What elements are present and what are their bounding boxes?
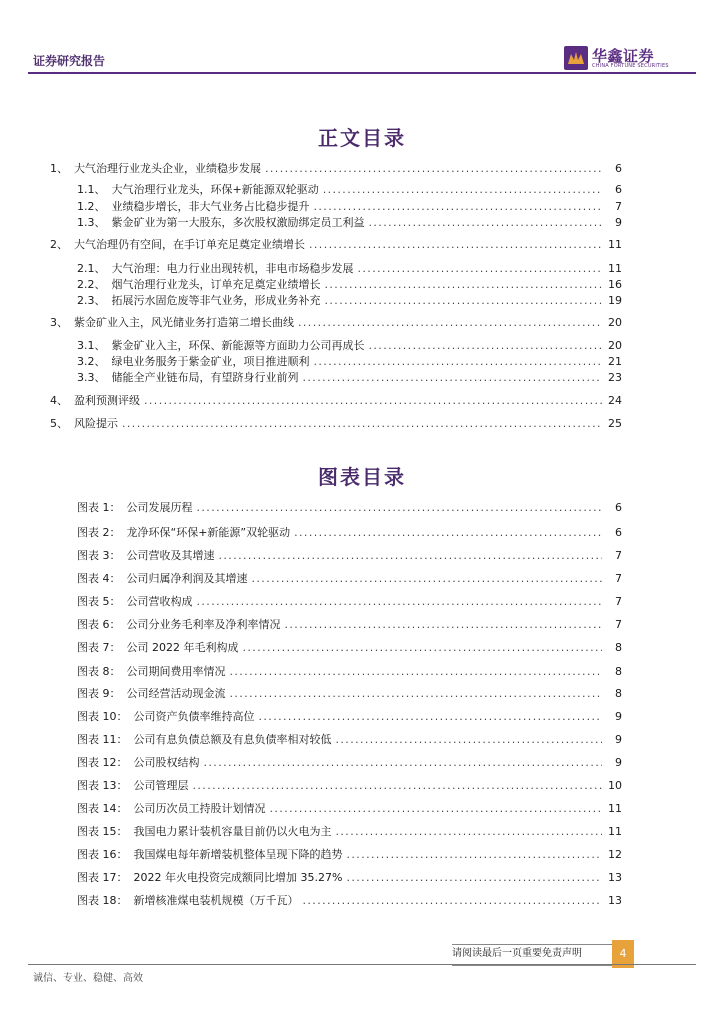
figure-item-page: 9 [615, 756, 622, 769]
company-logo [564, 46, 674, 72]
toc-item-text: 烟气治理行业龙头，订单充足奠定业绩增长 [111, 278, 321, 291]
toc-item-text: 大气治理行业龙头企业，业绩稳步发展 [74, 162, 261, 175]
header-divider [28, 72, 696, 74]
figure-item-text: 公司股权结构 [133, 756, 200, 769]
figure-item[interactable] [77, 732, 622, 748]
logo-chinese-name: 华鑫证券 [592, 47, 655, 65]
figure-item-text: 公司分业务毛利率及净利率情况 [126, 618, 281, 631]
figure-item[interactable] [77, 500, 622, 516]
figure-item-page: 8 [615, 687, 622, 700]
toc-item[interactable] [50, 315, 622, 331]
toc-item-page: 25 [608, 417, 622, 430]
toc-title: 正文目录 [318, 126, 406, 150]
toc-item[interactable] [77, 182, 622, 198]
figure-leader-dots [294, 525, 602, 541]
figure-item-number: 图表 6： [77, 618, 121, 631]
figure-item-number: 图表 16： [77, 848, 128, 861]
figure-leader-dots [303, 893, 603, 909]
figure-item[interactable] [77, 870, 622, 886]
toc-item-number: 3.1、 [77, 339, 106, 352]
figure-item[interactable] [77, 893, 622, 909]
toc-leader-dots [325, 293, 603, 309]
toc-leader-dots [314, 199, 603, 215]
toc-item-text: 风险提示 [74, 417, 118, 430]
toc-item-page: 24 [608, 394, 622, 407]
toc-item-number: 1.2、 [77, 200, 106, 213]
figure-item-number: 图表 9： [77, 687, 121, 700]
toc-leader-dots [265, 161, 602, 177]
figure-leader-dots [230, 664, 603, 680]
figure-item[interactable] [77, 640, 622, 656]
toc-item-page: 19 [608, 294, 622, 307]
figure-item-page: 11 [608, 802, 622, 815]
toc-item-page: 23 [608, 371, 622, 384]
toc-item-page: 7 [615, 200, 622, 213]
figure-leader-dots [243, 640, 603, 656]
figure-item-number: 图表 18： [77, 894, 128, 907]
toc-item-text: 大气治理行业龙头，环保+新能源双轮驱动 [111, 183, 319, 196]
toc-leader-dots [314, 354, 603, 370]
toc-item-number: 3.2、 [77, 355, 106, 368]
toc-item-number: 2.3、 [77, 294, 106, 307]
figure-item[interactable] [77, 778, 622, 794]
toc-item-page: 20 [608, 339, 622, 352]
toc-item-text: 盈利预测评级 [74, 394, 140, 407]
figure-item-page: 7 [615, 549, 622, 562]
figure-leader-dots [285, 617, 603, 633]
toc-item-text: 绿电业务服务于紫金矿业，项目推进顺利 [111, 355, 310, 368]
toc-item-text: 大气治理仍有空间，在手订单充足奠定业绩增长 [74, 238, 305, 251]
toc-item-page: 6 [615, 183, 622, 196]
figure-leader-dots [197, 594, 603, 610]
disclaimer-note: 请阅读最后一页重要免责声明 [452, 948, 582, 959]
toc-item-number: 3、 [50, 316, 68, 329]
figure-item-page: 13 [608, 871, 622, 884]
toc-item[interactable] [50, 237, 622, 253]
figure-item-number: 图表 8： [77, 665, 121, 678]
toc-item[interactable] [77, 354, 622, 370]
report-type-label: 证券研究报告 [33, 54, 106, 68]
figure-leader-dots [259, 709, 603, 725]
figure-item[interactable] [77, 525, 622, 541]
figure-item-number: 图表 5： [77, 595, 121, 608]
figure-item-page: 9 [615, 710, 622, 723]
toc-leader-dots [325, 277, 603, 293]
toc-leader-dots [122, 416, 602, 432]
toc-item-text: 紫金矿业入主，环保、新能源等方面助力公司再成长 [111, 339, 365, 352]
toc-item-page: 20 [608, 316, 622, 329]
figure-item[interactable] [77, 709, 622, 725]
toc-item-number: 4、 [50, 394, 68, 407]
figure-item-text: 公司营收构成 [126, 595, 193, 608]
figure-item-text: 新增核准煤电装机规模（万千瓦） [133, 894, 299, 907]
figure-item-page: 12 [608, 848, 622, 861]
figure-item-page: 7 [615, 618, 622, 631]
toc-item-text: 业绩稳步增长，非大气业务占比稳步提升 [111, 200, 310, 213]
figure-item[interactable] [77, 755, 622, 771]
toc-item[interactable] [77, 277, 622, 293]
figure-leader-dots [230, 686, 603, 702]
toc-item-text: 拓展污水固危废等非气业务，形成业务补充 [111, 294, 321, 307]
figure-item-number: 图表 12： [77, 756, 128, 769]
figure-leader-dots [193, 778, 603, 794]
logo-mark-icon [564, 46, 588, 70]
toc-leader-dots [358, 261, 603, 277]
figure-item-number: 图表 13： [77, 779, 128, 792]
toc-item-number: 5、 [50, 417, 68, 430]
figure-item-number: 图表 11： [77, 733, 128, 746]
figure-item[interactable] [77, 571, 622, 587]
figure-item[interactable] [77, 664, 622, 680]
logo-english-name: CHINA FORTUNE SECURITIES [592, 63, 669, 69]
toc-leader-dots [144, 393, 602, 409]
toc-item-number: 2.2、 [77, 278, 106, 291]
figure-item-text: 公司归属净利润及其增速 [126, 572, 248, 585]
toc-item-number: 1.1、 [77, 183, 106, 196]
figure-leader-dots [346, 870, 602, 886]
toc-leader-dots [298, 315, 602, 331]
toc-item[interactable] [77, 261, 622, 277]
figure-leader-dots [197, 500, 603, 516]
toc-leader-dots [323, 182, 602, 198]
figure-item[interactable] [77, 594, 622, 610]
figure-leader-dots [252, 571, 603, 587]
figure-item-page: 8 [615, 665, 622, 678]
toc-item[interactable] [50, 416, 622, 432]
figure-item[interactable] [77, 686, 622, 702]
figure-item-text: 公司经营活动现金流 [126, 687, 226, 700]
figure-item-text: 公司期间费用率情况 [126, 665, 226, 678]
figure-item-page: 6 [615, 501, 622, 514]
figure-item-text: 公司有息负债总额及有息负债率相对较低 [133, 733, 332, 746]
toc-leader-dots [303, 370, 603, 386]
toc-item-text: 储能全产业链布局，有望跻身行业前列 [111, 371, 299, 384]
toc-item-text: 大气治理：电力行业出现转机，非电市场稳步发展 [111, 262, 354, 275]
toc-item-page: 16 [608, 278, 622, 291]
figures-title: 图表目录 [318, 465, 406, 489]
toc-item-page: 11 [608, 238, 622, 251]
toc-item-page: 6 [615, 162, 622, 175]
toc-item[interactable] [77, 370, 622, 386]
toc-item-number: 3.3、 [77, 371, 106, 384]
toc-item-number: 2.1、 [77, 262, 106, 275]
figure-item-number: 图表 1： [77, 501, 121, 514]
toc-item-number: 2、 [50, 238, 68, 251]
figure-item-text: 龙净环保“环保+新能源”双轮驱动 [126, 526, 291, 539]
figure-item-number: 图表 2： [77, 526, 121, 539]
figure-item-number: 图表 17： [77, 871, 128, 884]
toc-item[interactable] [50, 161, 622, 177]
page-header [0, 0, 724, 80]
figure-leader-dots [336, 824, 603, 840]
toc-item-page: 21 [608, 355, 622, 368]
figure-item[interactable] [77, 617, 622, 633]
figure-item-text: 公司营收及其增速 [126, 549, 215, 562]
figure-leader-dots [270, 801, 603, 817]
figure-item-number: 图表 10： [77, 710, 128, 723]
figure-item-text: 公司资产负债率维持高位 [133, 710, 255, 723]
toc-item-text: 紫金矿业为第一大股东，多次股权激励绑定员工利益 [111, 216, 365, 229]
figure-item-number: 图表 7： [77, 641, 121, 654]
figure-leader-dots [347, 847, 603, 863]
figure-item[interactable] [77, 801, 622, 817]
toc-item-number: 1.3、 [77, 216, 106, 229]
toc-item[interactable] [77, 199, 622, 215]
figure-item-page: 9 [615, 733, 622, 746]
figure-item[interactable] [77, 548, 622, 564]
toc-item-number: 1、 [50, 162, 68, 175]
figure-leader-dots [219, 548, 603, 564]
page-number: 4 [612, 940, 634, 968]
figure-item-page: 6 [615, 526, 622, 539]
figure-item-page: 11 [608, 825, 622, 838]
figure-item-text: 公司历次员工持股计划情况 [133, 802, 266, 815]
figure-item-page: 7 [615, 595, 622, 608]
figure-item-page: 8 [615, 641, 622, 654]
toc-item-page: 9 [615, 216, 622, 229]
toc-leader-dots [369, 338, 603, 354]
figure-item-page: 10 [608, 779, 622, 792]
toc-item[interactable] [77, 293, 622, 309]
toc-item[interactable] [77, 215, 622, 231]
figure-leader-dots [336, 732, 603, 748]
figure-item-text: 公司管理层 [133, 779, 189, 792]
figure-item-number: 图表 14： [77, 802, 128, 815]
figure-item[interactable] [77, 847, 622, 863]
figure-item-number: 图表 4： [77, 572, 121, 585]
toc-item-text: 紫金矿业入主，风光储业务打造第二增长曲线 [74, 316, 294, 329]
company-slogan: 诚信、专业、稳健、高效 [33, 973, 143, 984]
toc-leader-dots [369, 215, 603, 231]
figure-item-number: 图表 15： [77, 825, 128, 838]
toc-item[interactable] [77, 338, 622, 354]
figure-leader-dots [204, 755, 603, 771]
figure-item-text: 公司发展历程 [126, 501, 193, 514]
figure-item-number: 图表 3： [77, 549, 121, 562]
toc-item-page: 11 [608, 262, 622, 275]
figure-item-page: 13 [608, 894, 622, 907]
footer-divider [28, 964, 696, 965]
figure-item-text: 公司 2022 年毛利构成 [126, 641, 239, 654]
figure-item-text: 我国电力累计装机容量目前仍以火电为主 [133, 825, 332, 838]
figure-item-text: 2022 年火电投资完成额同比增加 35.27% [133, 871, 343, 884]
figure-item-text: 我国煤电每年新增装机整体呈现下降的趋势 [133, 848, 343, 861]
toc-item[interactable] [50, 393, 622, 409]
figure-item[interactable] [77, 824, 622, 840]
figure-item-page: 7 [615, 572, 622, 585]
toc-leader-dots [309, 237, 602, 253]
